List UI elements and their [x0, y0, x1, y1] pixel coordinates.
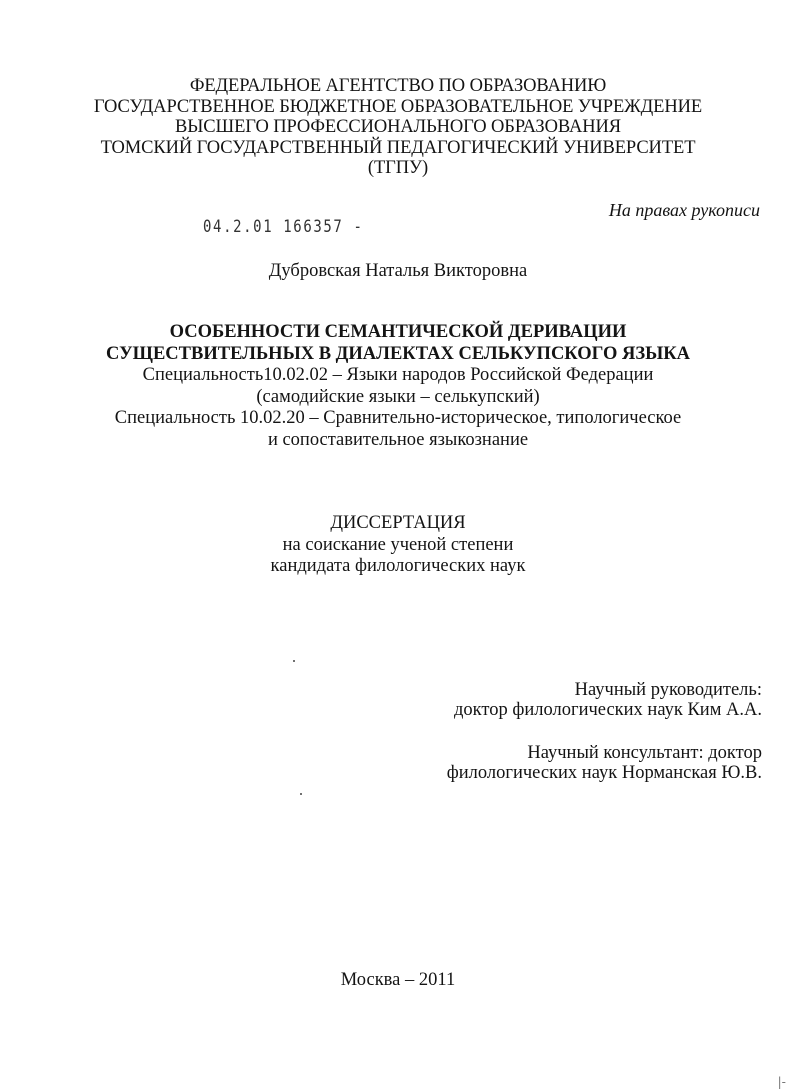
supervisor-label: Научный руководитель: — [574, 680, 762, 700]
header-line-agency: ФЕДЕРАЛЬНОЕ АГЕНТСТВО ПО ОБРАЗОВАНИЮ — [189, 76, 607, 96]
title-line-1: ОСОБЕННОСТИ СЕМАНТИЧЕСКОЙ ДЕРИВАЦИИ — [169, 322, 627, 342]
supervisor-name: доктор филологических наук Ким А.А. — [454, 700, 762, 720]
header-line-university-name: ТОМСКИЙ ГОСУДАРСТВЕННЫЙ ПЕДАГОГИЧЕСКИЙ УНИВЕРСИТЕТ — [100, 137, 696, 158]
consultant-name: филологических наук Норманская Ю.В. — [446, 763, 762, 783]
header-line-institution-type: ГОСУДАРСТВЕННОЕ БЮДЖЕТНОЕ ОБРАЗОВАТЕЛЬНОЕ УЧРЕЖДЕНИЕ — [93, 96, 703, 117]
dissertation-title — [0, 321, 796, 365]
scan-speck — [300, 793, 302, 795]
author-name: Дубровская Наталья Викторовна — [268, 261, 528, 281]
degree-name: кандидата филологических наук — [270, 556, 526, 576]
manuscript-rights-note: На правах рукописи — [608, 200, 760, 220]
specialty-line-3: Специальность 10.02.20 – Сравнительно-историческое, типологическое — [114, 408, 682, 428]
scan-edge-mark: |- — [777, 1075, 786, 1089]
specialties-block — [0, 365, 796, 451]
dissertation-type-block — [0, 513, 796, 578]
dissertation-label: ДИССЕРТАЦИЯ — [330, 513, 466, 533]
scientific-consultant — [447, 743, 762, 783]
header-line-university-abbr: (ТГПУ) — [367, 158, 429, 178]
scientific-supervisor — [454, 680, 762, 720]
city-year: Москва – 2011 — [340, 970, 456, 990]
specialty-line-4: и сопоставительное языкознание — [267, 429, 529, 450]
header-line-education-level: ВЫСШЕГО ПРОФЕССИОНАЛЬНОГО ОБРАЗОВАНИЯ — [175, 117, 621, 137]
registration-stamp-number: 04.2.01 166357 - — [203, 217, 364, 237]
specialty-line-2: (самодийские языки – селькупский) — [256, 386, 540, 407]
title-line-2: СУЩЕСТВИТЕЛЬНЫХ В ДИАЛЕКТАХ СЕЛЬКУПСКОГО ЯЗЫКА — [105, 344, 691, 364]
scan-speck — [293, 660, 295, 662]
degree-purpose: на соискание ученой степени — [282, 534, 514, 555]
consultant-label: Научный консультант: доктор — [527, 743, 762, 763]
specialty-line-1: Специальность10.02.02 – Языки народов Российской Федерации — [142, 365, 654, 385]
institution-header — [0, 76, 796, 179]
